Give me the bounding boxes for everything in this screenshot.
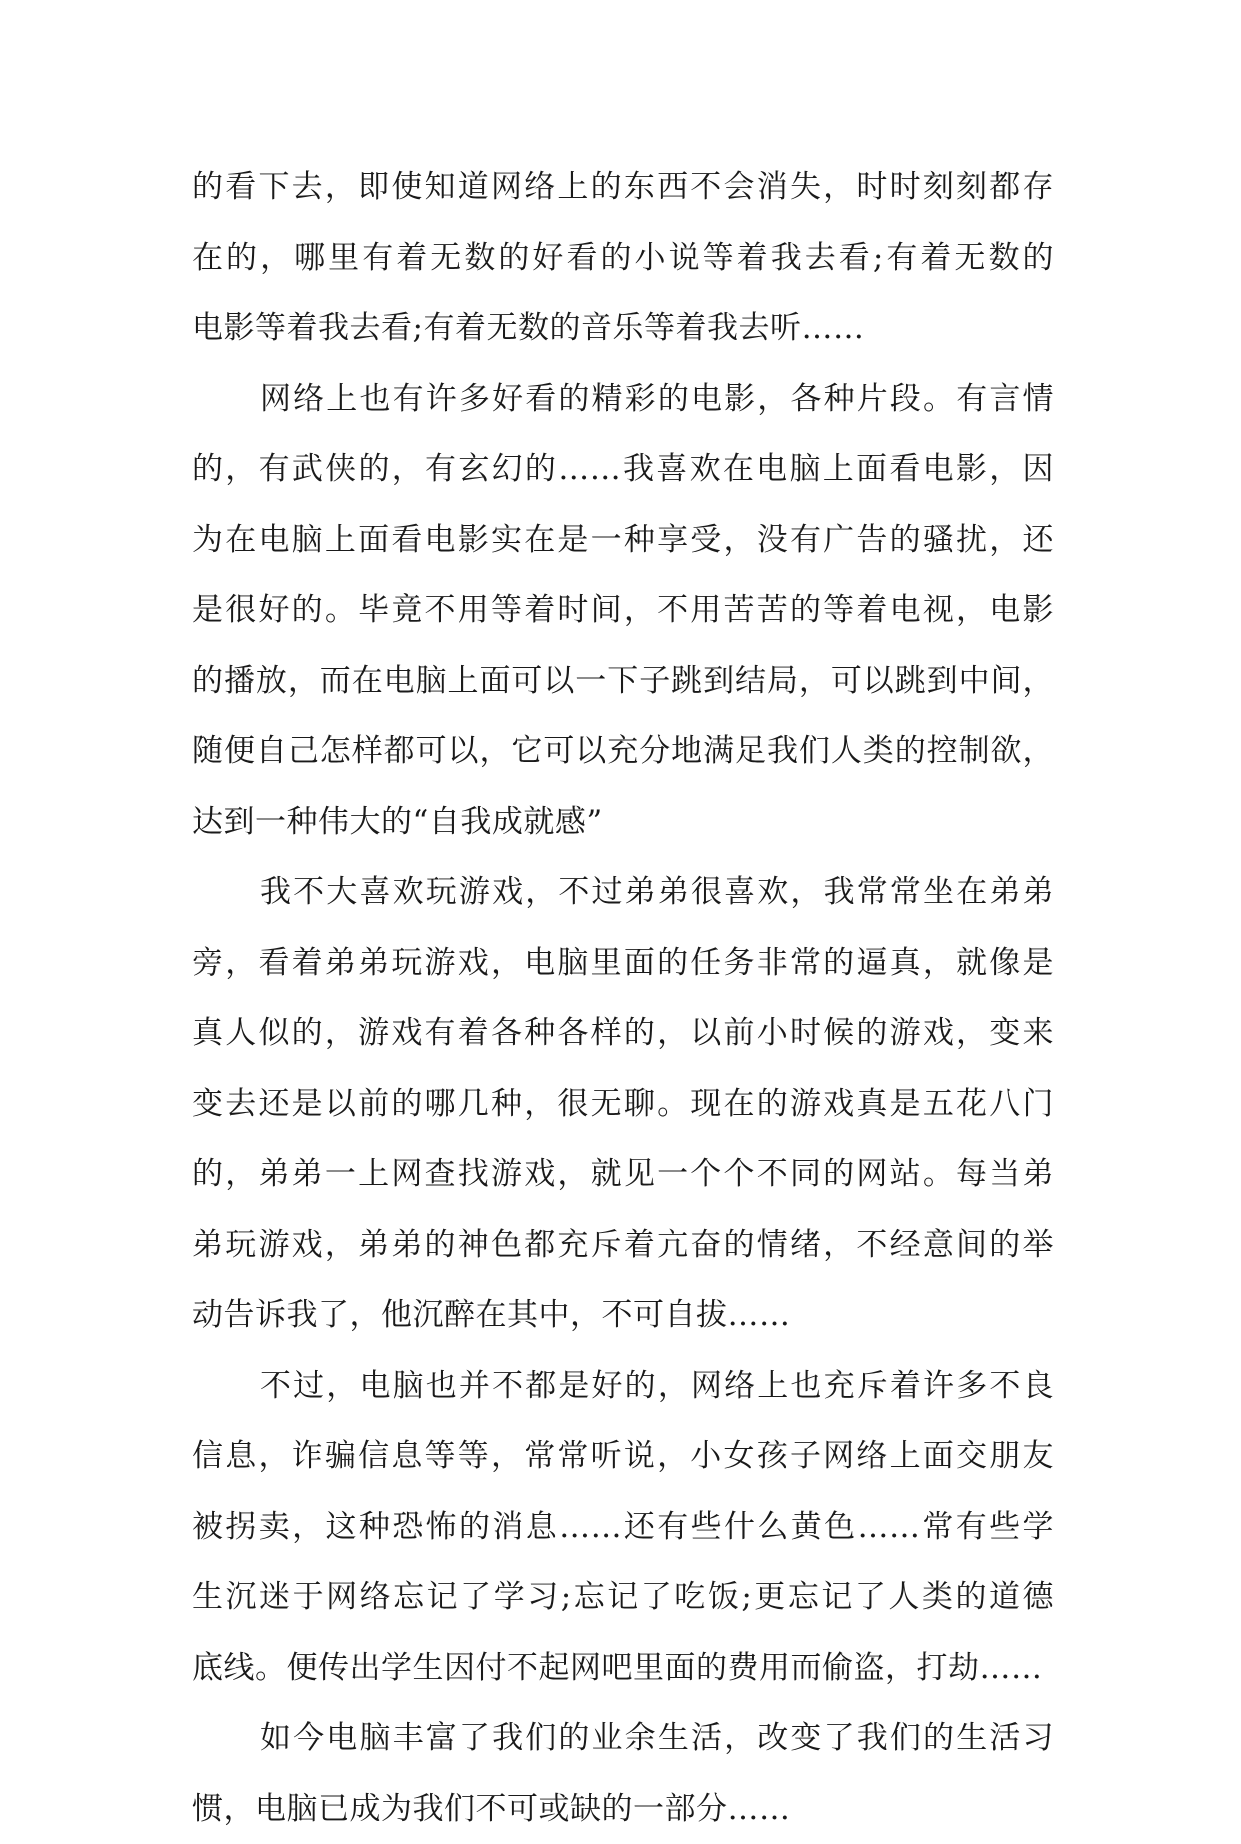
paragraph — [192, 152, 1054, 364]
paragraph-line: 底线。便传出学生因付不起网吧里面的费用而偷盗，打劫…… — [192, 1633, 1054, 1704]
document-body — [192, 152, 1054, 1844]
paragraph-line: 电影等着我去看;有着无数的音乐等着我去听…… — [192, 293, 1054, 364]
paragraph — [192, 1703, 1054, 1844]
paragraph-line: 不过，电脑也并不都是好的，网络上也充斥着许多不良 — [192, 1351, 1054, 1422]
paragraph-line: 旁，看着弟弟玩游戏，电脑里面的任务非常的逼真，就像是 — [192, 928, 1054, 999]
paragraph — [192, 857, 1054, 1351]
paragraph-line: 信息，诈骗信息等等，常常听说，小女孩子网络上面交朋友 — [192, 1421, 1054, 1492]
paragraph-line: 动告诉我了，他沉醉在其中，不可自拔…… — [192, 1280, 1054, 1351]
paragraph-line: 是很好的。毕竟不用等着时间，不用苦苦的等着电视，电影 — [192, 575, 1054, 646]
paragraph-line: 的，弟弟一上网查找游戏，就见一个个不同的网站。每当弟 — [192, 1139, 1054, 1210]
paragraph-line: 如今电脑丰富了我们的业余生活，改变了我们的生活习 — [192, 1703, 1054, 1774]
paragraph-line: 的播放，而在电脑上面可以一下子跳到结局，可以跳到中间， — [192, 646, 1054, 717]
paragraph-line: 我不大喜欢玩游戏，不过弟弟很喜欢，我常常坐在弟弟 — [192, 857, 1054, 928]
paragraph-line: 的，有武侠的，有玄幻的……我喜欢在电脑上面看电影，因 — [192, 434, 1054, 505]
paragraph-line: 在的，哪里有着无数的好看的小说等着我去看;有着无数的 — [192, 223, 1054, 294]
paragraph-line: 随便自己怎样都可以，它可以充分地满足我们人类的控制欲， — [192, 716, 1054, 787]
paragraph-line: 被拐卖，这种恐怖的消息……还有些什么黄色……常有些学 — [192, 1492, 1054, 1563]
paragraph-line: 真人似的，游戏有着各种各样的，以前小时候的游戏，变来 — [192, 998, 1054, 1069]
paragraph — [192, 364, 1054, 858]
paragraph-line: 弟玩游戏，弟弟的神色都充斥着亢奋的情绪，不经意间的举 — [192, 1210, 1054, 1281]
paragraph-line: 达到一种伟大的“自我成就感” — [192, 787, 1054, 858]
paragraph-line: 生沉迷于网络忘记了学习;忘记了吃饭;更忘记了人类的道德 — [192, 1562, 1054, 1633]
paragraph-line: 变去还是以前的哪几种，很无聊。现在的游戏真是五花八门 — [192, 1069, 1054, 1140]
paragraph — [192, 1351, 1054, 1704]
paragraph-line: 的看下去，即使知道网络上的东西不会消失，时时刻刻都存 — [192, 152, 1054, 223]
paragraph-line: 为在电脑上面看电影实在是一种享受，没有广告的骚扰，还 — [192, 505, 1054, 576]
paragraph-line: 惯，电脑已成为我们不可或缺的一部分…… — [192, 1774, 1054, 1844]
paragraph-line: 网络上也有许多好看的精彩的电影，各种片段。有言情 — [192, 364, 1054, 435]
